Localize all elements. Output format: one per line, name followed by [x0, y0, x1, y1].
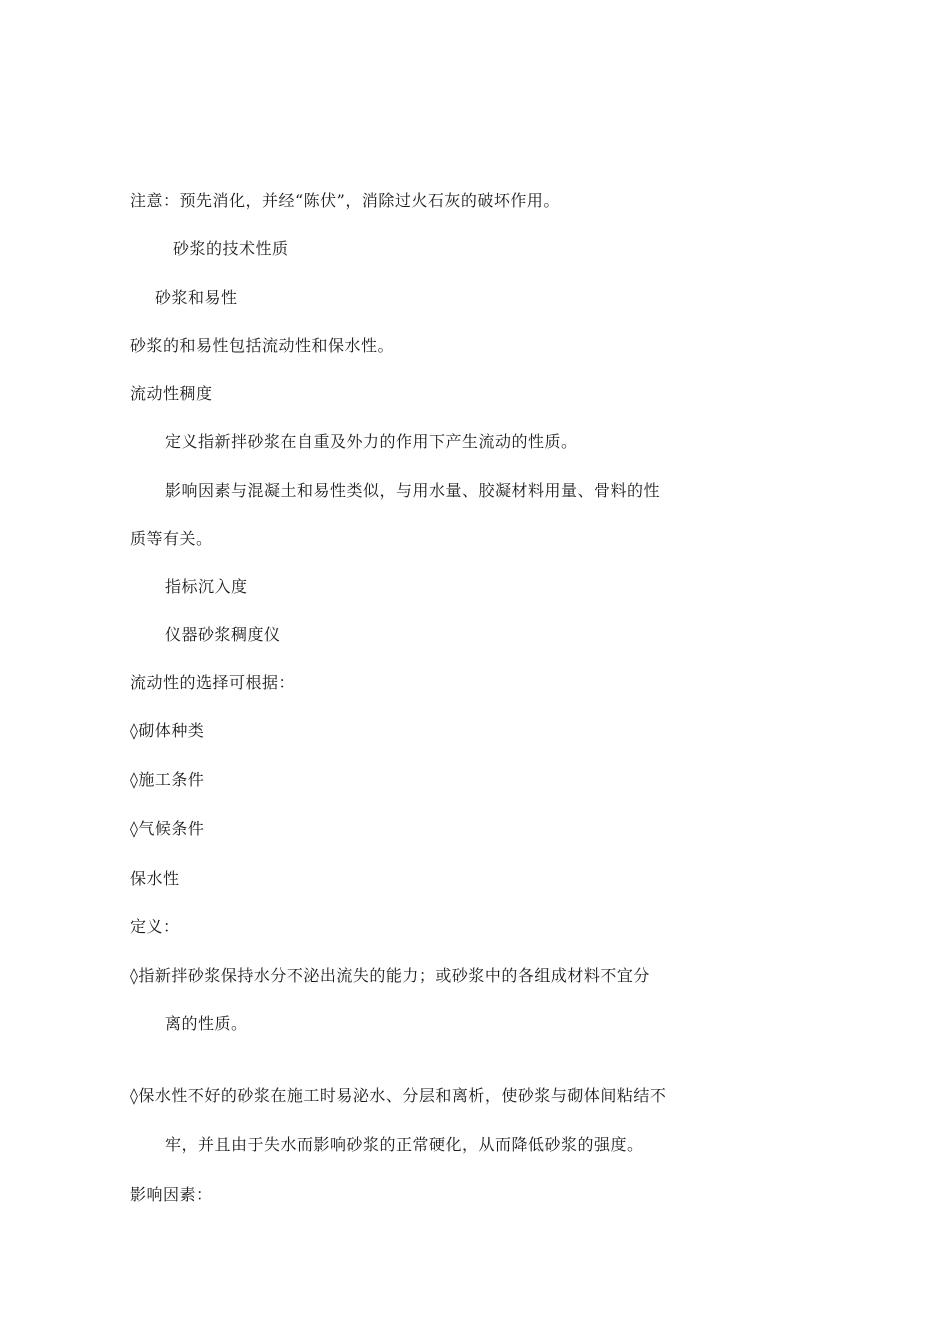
flowability-factors-line-2: 质等有关。 — [130, 529, 213, 548]
list-item-construction-conditions: ◊施工条件 — [130, 770, 205, 789]
flowability-instrument: 仪器砂浆稠度仪 — [165, 625, 281, 644]
water-retention-heading: 保水性 — [130, 869, 180, 888]
flowability-definition: 定义指新拌砂浆在自重及外力的作用下产生流动的性质。 — [165, 432, 578, 451]
influencing-factors-heading: 影响因素： — [130, 1185, 213, 1204]
water-retention-effect-line-1: ◊保水性不好的砂浆在施工时易泌水、分层和离析，使砂浆与砌体间粘结不 — [130, 1086, 667, 1105]
flowability-index: 指标沉入度 — [165, 577, 248, 596]
water-retention-definition-line-1: ◊指新拌砂浆保持水分不泌出流失的能力；或砂浆中的各组成材料不宜分 — [130, 966, 650, 985]
list-item-masonry-type: ◊砌体种类 — [130, 721, 205, 740]
section-heading-mortar-properties: 砂浆的技术性质 — [173, 239, 289, 258]
water-retention-definition-line-2: 离的性质。 — [165, 1014, 248, 1033]
flowability-heading: 流动性稠度 — [130, 384, 213, 403]
water-retention-effect-line-2: 牢，并且由于失水而影响砂浆的正常硬化，从而降低砂浆的强度。 — [165, 1135, 644, 1154]
note-paragraph: 注意：预先消化，并经“陈伏”，消除过火石灰的破坏作用。 — [130, 191, 560, 210]
subsection-heading-workability: 砂浆和易性 — [155, 288, 238, 307]
flowability-selection-heading: 流动性的选择可根据： — [130, 673, 296, 692]
flowability-factors-line-1: 影响因素与混凝土和易性类似，与用水量、胶凝材料用量、骨料的性 — [165, 481, 661, 500]
definition-label: 定义： — [130, 917, 180, 936]
list-item-climate-conditions: ◊气候条件 — [130, 819, 205, 838]
workability-paragraph: 砂浆的和易性包括流动性和保水性。 — [130, 336, 395, 355]
